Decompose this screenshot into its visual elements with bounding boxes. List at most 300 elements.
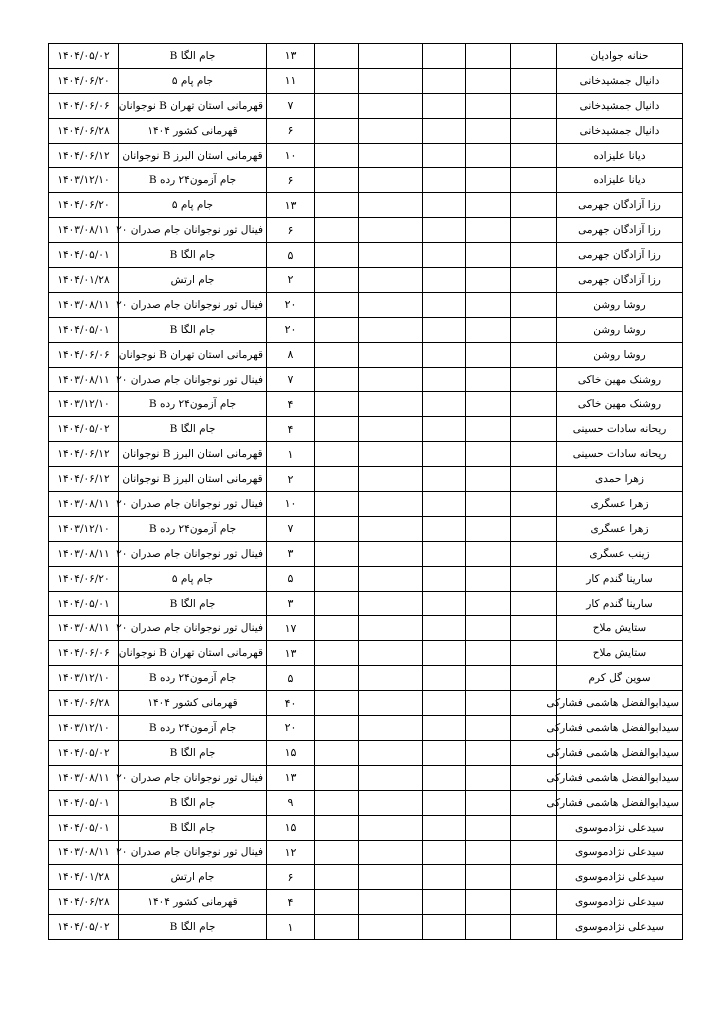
empty-cell [466, 566, 511, 591]
table-row [49, 666, 683, 691]
empty-cell [511, 516, 557, 541]
table-row [49, 44, 683, 69]
empty-cell [423, 317, 466, 342]
rank-cell: ۲ [267, 467, 315, 492]
event-cell: جام آزمون۲۴ رده B [119, 666, 267, 691]
rank-cell: ۸ [267, 342, 315, 367]
event-cell: جام پام ۵ [119, 68, 267, 93]
empty-cell [315, 691, 359, 716]
event-cell: قهرمانی کشور ۱۴۰۴ [119, 890, 267, 915]
empty-cell [315, 890, 359, 915]
event-cell: قهرمانی استان البرز B نوجوانان [119, 143, 267, 168]
date-cell: ۱۴۰۴/۰۵/۰۲ [49, 915, 119, 940]
empty-cell [315, 492, 359, 517]
empty-cell [315, 516, 359, 541]
rank-cell: ۹ [267, 790, 315, 815]
empty-cell [315, 740, 359, 765]
empty-cell [315, 143, 359, 168]
name-cell: روشنک مهین خاکی [557, 367, 683, 392]
empty-cell [423, 367, 466, 392]
empty-cell [423, 691, 466, 716]
empty-cell [315, 467, 359, 492]
empty-cell [359, 268, 423, 293]
empty-cell [466, 392, 511, 417]
event-cell: جام الگا B [119, 44, 267, 69]
empty-cell [511, 292, 557, 317]
event-cell: جام الگا B [119, 417, 267, 442]
empty-cell [423, 44, 466, 69]
empty-cell [466, 193, 511, 218]
name-cell: روشا روشن [557, 317, 683, 342]
event-cell: جام ارتش [119, 268, 267, 293]
empty-cell [466, 68, 511, 93]
empty-cell [315, 815, 359, 840]
empty-cell [359, 765, 423, 790]
name-cell: روشا روشن [557, 292, 683, 317]
empty-cell [315, 616, 359, 641]
empty-cell [511, 68, 557, 93]
empty-cell [359, 417, 423, 442]
empty-cell [466, 93, 511, 118]
empty-cell [423, 417, 466, 442]
empty-cell [315, 44, 359, 69]
rank-cell: ۱۲ [267, 840, 315, 865]
name-cell: سوین گل کرم [557, 666, 683, 691]
name-cell: ستایش ملاح [557, 616, 683, 641]
table-row [49, 516, 683, 541]
event-cell: جام آزمون۲۴ رده B [119, 516, 267, 541]
event-cell: جام پام ۵ [119, 566, 267, 591]
empty-cell [466, 417, 511, 442]
empty-cell [315, 243, 359, 268]
rank-cell: ۲۰ [267, 716, 315, 741]
table-row [49, 641, 683, 666]
rank-cell: ۵ [267, 666, 315, 691]
name-cell: سیدابوالفضل هاشمی فشارکی [557, 740, 683, 765]
table-row [49, 890, 683, 915]
empty-cell [423, 392, 466, 417]
rank-cell: ۱ [267, 442, 315, 467]
empty-cell [466, 516, 511, 541]
empty-cell [466, 790, 511, 815]
date-cell: ۱۴۰۳/۱۲/۱۰ [49, 716, 119, 741]
rank-cell: ۱۳ [267, 44, 315, 69]
empty-cell [315, 541, 359, 566]
table-row [49, 93, 683, 118]
empty-cell [511, 591, 557, 616]
name-cell: دیانا علیزاده [557, 168, 683, 193]
table-row [49, 915, 683, 940]
empty-cell [423, 765, 466, 790]
empty-cell [466, 716, 511, 741]
empty-cell [466, 143, 511, 168]
name-cell: حنانه جوادیان [557, 44, 683, 69]
empty-cell [315, 790, 359, 815]
empty-cell [423, 492, 466, 517]
empty-cell [423, 143, 466, 168]
table-row [49, 716, 683, 741]
empty-cell [466, 268, 511, 293]
empty-cell [315, 68, 359, 93]
empty-cell [359, 691, 423, 716]
table-row [49, 591, 683, 616]
event-cell: جام آزمون۲۴ رده B [119, 716, 267, 741]
empty-cell [359, 716, 423, 741]
empty-cell [466, 342, 511, 367]
empty-cell [511, 492, 557, 517]
event-cell: فینال تور نوجوانان جام صدران ۲۰ [119, 218, 267, 243]
empty-cell [511, 193, 557, 218]
date-cell: ۱۴۰۴/۰۶/۲۰ [49, 566, 119, 591]
rank-cell: ۴ [267, 392, 315, 417]
empty-cell [359, 218, 423, 243]
table-row [49, 218, 683, 243]
table-row [49, 292, 683, 317]
empty-cell [359, 143, 423, 168]
rank-cell: ۱۷ [267, 616, 315, 641]
table-row [49, 342, 683, 367]
empty-cell [511, 218, 557, 243]
name-cell: ریحانه سادات حسینی [557, 417, 683, 442]
name-cell: سارینا گندم کار [557, 591, 683, 616]
date-cell: ۱۴۰۴/۰۶/۰۶ [49, 93, 119, 118]
empty-cell [466, 840, 511, 865]
date-cell: ۱۴۰۳/۱۲/۱۰ [49, 392, 119, 417]
empty-cell [423, 342, 466, 367]
empty-cell [315, 93, 359, 118]
event-cell: جام الگا B [119, 740, 267, 765]
table-row [49, 865, 683, 890]
empty-cell [511, 566, 557, 591]
rank-cell: ۱۳ [267, 765, 315, 790]
empty-cell [359, 790, 423, 815]
table-row [49, 815, 683, 840]
rank-cell: ۱۵ [267, 815, 315, 840]
table-row [49, 193, 683, 218]
name-cell: سیدعلی نژادموسوی [557, 865, 683, 890]
name-cell: سیدعلی نژادموسوی [557, 915, 683, 940]
empty-cell [315, 168, 359, 193]
empty-cell [315, 716, 359, 741]
empty-cell [423, 716, 466, 741]
name-cell: زهرا حمدی [557, 467, 683, 492]
date-cell: ۱۴۰۴/۰۶/۲۸ [49, 890, 119, 915]
name-cell: رزا آزادگان جهرمی [557, 218, 683, 243]
rank-cell: ۷ [267, 367, 315, 392]
name-cell: دانیال جمشیدخانی [557, 68, 683, 93]
empty-cell [359, 666, 423, 691]
empty-cell [466, 915, 511, 940]
empty-cell [466, 691, 511, 716]
event-cell: فینال تور نوجوانان جام صدران ۲۰ [119, 840, 267, 865]
table-row [49, 840, 683, 865]
empty-cell [466, 118, 511, 143]
table-row [49, 392, 683, 417]
date-cell: ۱۴۰۴/۰۵/۰۲ [49, 740, 119, 765]
empty-cell [359, 566, 423, 591]
empty-cell [511, 815, 557, 840]
date-cell: ۱۴۰۴/۰۵/۰۱ [49, 790, 119, 815]
empty-cell [466, 218, 511, 243]
empty-cell [466, 492, 511, 517]
empty-cell [315, 840, 359, 865]
date-cell: ۱۴۰۴/۰۵/۰۱ [49, 317, 119, 342]
date-cell: ۱۴۰۳/۰۸/۱۱ [49, 840, 119, 865]
date-cell: ۱۴۰۳/۰۸/۱۱ [49, 292, 119, 317]
event-cell: فینال تور نوجوانان جام صدران ۲۰ [119, 765, 267, 790]
table-row [49, 417, 683, 442]
empty-cell [511, 840, 557, 865]
empty-cell [315, 367, 359, 392]
event-cell: جام الگا B [119, 790, 267, 815]
date-cell: ۱۴۰۴/۰۵/۰۱ [49, 591, 119, 616]
empty-cell [466, 243, 511, 268]
empty-cell [423, 915, 466, 940]
empty-cell [511, 915, 557, 940]
empty-cell [359, 243, 423, 268]
empty-cell [466, 740, 511, 765]
empty-cell [511, 268, 557, 293]
rank-cell: ۵ [267, 243, 315, 268]
empty-cell [423, 168, 466, 193]
empty-cell [511, 392, 557, 417]
name-cell: زهرا عسگری [557, 516, 683, 541]
empty-cell [359, 467, 423, 492]
empty-cell [423, 815, 466, 840]
empty-cell [511, 467, 557, 492]
event-cell: جام الگا B [119, 317, 267, 342]
empty-cell [359, 865, 423, 890]
empty-cell [511, 865, 557, 890]
event-cell: فینال تور نوجوانان جام صدران ۲۰ [119, 492, 267, 517]
name-cell: دانیال جمشیدخانی [557, 93, 683, 118]
event-cell: فینال تور نوجوانان جام صدران ۲۰ [119, 367, 267, 392]
table-row [49, 467, 683, 492]
date-cell: ۱۴۰۳/۰۸/۱۱ [49, 765, 119, 790]
name-cell: سیدابوالفضل هاشمی فشارکی [557, 790, 683, 815]
empty-cell [315, 765, 359, 790]
empty-cell [359, 93, 423, 118]
empty-cell [359, 392, 423, 417]
empty-cell [315, 641, 359, 666]
date-cell: ۱۴۰۳/۱۲/۱۰ [49, 168, 119, 193]
rank-cell: ۶ [267, 218, 315, 243]
date-cell: ۱۴۰۴/۰۶/۲۰ [49, 193, 119, 218]
table-row [49, 691, 683, 716]
name-cell: دانیال جمشیدخانی [557, 118, 683, 143]
date-cell: ۱۴۰۴/۰۱/۲۸ [49, 268, 119, 293]
empty-cell [466, 541, 511, 566]
empty-cell [315, 566, 359, 591]
date-cell: ۱۴۰۴/۰۶/۰۶ [49, 342, 119, 367]
empty-cell [359, 44, 423, 69]
table-row [49, 168, 683, 193]
name-cell: سیدابوالفضل هاشمی فشارکی [557, 716, 683, 741]
table-row [49, 740, 683, 765]
empty-cell [466, 292, 511, 317]
rank-cell: ۲ [267, 268, 315, 293]
event-cell: فینال تور نوجوانان جام صدران ۲۰ [119, 616, 267, 641]
empty-cell [359, 367, 423, 392]
empty-cell [423, 666, 466, 691]
rank-cell: ۶ [267, 168, 315, 193]
empty-cell [359, 641, 423, 666]
empty-cell [423, 243, 466, 268]
table-row [49, 317, 683, 342]
name-cell: روشنک مهین خاکی [557, 392, 683, 417]
empty-cell [315, 442, 359, 467]
table-row [49, 765, 683, 790]
empty-cell [466, 641, 511, 666]
name-cell: سیدعلی نژادموسوی [557, 840, 683, 865]
empty-cell [423, 541, 466, 566]
name-cell: سارینا گندم کار [557, 566, 683, 591]
rank-cell: ۴ [267, 417, 315, 442]
event-cell: جام الگا B [119, 815, 267, 840]
empty-cell [423, 93, 466, 118]
empty-cell [359, 168, 423, 193]
empty-cell [466, 890, 511, 915]
date-cell: ۱۴۰۴/۰۵/۰۲ [49, 417, 119, 442]
empty-cell [511, 890, 557, 915]
event-cell: فینال تور نوجوانان جام صدران ۲۰ [119, 541, 267, 566]
empty-cell [359, 890, 423, 915]
empty-cell [423, 118, 466, 143]
date-cell: ۱۴۰۴/۰۶/۲۸ [49, 691, 119, 716]
empty-cell [423, 865, 466, 890]
empty-cell [359, 342, 423, 367]
empty-cell [511, 118, 557, 143]
date-cell: ۱۴۰۴/۰۶/۲۰ [49, 68, 119, 93]
name-cell: روشا روشن [557, 342, 683, 367]
empty-cell [511, 666, 557, 691]
empty-cell [423, 790, 466, 815]
table-row [49, 616, 683, 641]
empty-cell [466, 616, 511, 641]
table-row [49, 268, 683, 293]
empty-cell [315, 392, 359, 417]
rank-cell: ۱۰ [267, 143, 315, 168]
empty-cell [466, 367, 511, 392]
empty-cell [511, 616, 557, 641]
empty-cell [359, 591, 423, 616]
name-cell: سیدعلی نژادموسوی [557, 890, 683, 915]
table-row [49, 790, 683, 815]
empty-cell [423, 442, 466, 467]
event-cell: جام پام ۵ [119, 193, 267, 218]
empty-cell [511, 93, 557, 118]
empty-cell [511, 541, 557, 566]
event-cell: قهرمانی استان البرز B نوجوانان [119, 442, 267, 467]
name-cell: زینب عسگری [557, 541, 683, 566]
rank-cell: ۷ [267, 516, 315, 541]
empty-cell [315, 218, 359, 243]
empty-cell [511, 317, 557, 342]
rank-cell: ۱ [267, 915, 315, 940]
empty-cell [423, 467, 466, 492]
table-row [49, 442, 683, 467]
date-cell: ۱۴۰۴/۰۱/۲۸ [49, 865, 119, 890]
rank-cell: ۴ [267, 890, 315, 915]
event-cell: جام ارتش [119, 865, 267, 890]
rank-cell: ۱۱ [267, 68, 315, 93]
date-cell: ۱۴۰۳/۰۸/۱۱ [49, 367, 119, 392]
date-cell: ۱۴۰۴/۰۵/۰۱ [49, 815, 119, 840]
empty-cell [423, 740, 466, 765]
date-cell: ۱۴۰۳/۰۸/۱۱ [49, 541, 119, 566]
empty-cell [423, 268, 466, 293]
empty-cell [359, 193, 423, 218]
date-cell: ۱۴۰۳/۰۸/۱۱ [49, 218, 119, 243]
empty-cell [511, 641, 557, 666]
empty-cell [466, 317, 511, 342]
empty-cell [359, 840, 423, 865]
date-cell: ۱۴۰۴/۰۶/۱۲ [49, 467, 119, 492]
event-cell: قهرمانی استان تهران B نوجوانان [119, 342, 267, 367]
rank-cell: ۱۵ [267, 740, 315, 765]
empty-cell [423, 591, 466, 616]
empty-cell [423, 840, 466, 865]
empty-cell [466, 815, 511, 840]
empty-cell [511, 417, 557, 442]
rank-cell: ۲۰ [267, 317, 315, 342]
name-cell: سیدابوالفضل هاشمی فشارکی [557, 691, 683, 716]
date-cell: ۱۴۰۴/۰۶/۲۸ [49, 118, 119, 143]
table-row [49, 68, 683, 93]
rank-cell: ۷ [267, 93, 315, 118]
empty-cell [359, 292, 423, 317]
event-cell: قهرمانی استان تهران B نوجوانان [119, 93, 267, 118]
empty-cell [423, 68, 466, 93]
event-cell: قهرمانی استان البرز B نوجوانان [119, 467, 267, 492]
name-cell: رزا آزادگان جهرمی [557, 268, 683, 293]
empty-cell [359, 616, 423, 641]
table-body [49, 44, 683, 940]
name-cell: رزا آزادگان جهرمی [557, 243, 683, 268]
empty-cell [423, 890, 466, 915]
name-cell: سیدابوالفضل هاشمی فشارکی [557, 765, 683, 790]
empty-cell [359, 541, 423, 566]
event-cell: جام الگا B [119, 243, 267, 268]
empty-cell [315, 193, 359, 218]
empty-cell [423, 218, 466, 243]
empty-cell [466, 765, 511, 790]
date-cell: ۱۴۰۴/۰۵/۰۲ [49, 44, 119, 69]
date-cell: ۱۴۰۳/۱۲/۱۰ [49, 516, 119, 541]
empty-cell [315, 268, 359, 293]
empty-cell [511, 44, 557, 69]
empty-cell [511, 168, 557, 193]
empty-cell [466, 467, 511, 492]
name-cell: ستایش ملاح [557, 641, 683, 666]
empty-cell [315, 417, 359, 442]
rank-cell: ۶ [267, 865, 315, 890]
event-cell: جام آزمون۲۴ رده B [119, 168, 267, 193]
name-cell: زهرا عسگری [557, 492, 683, 517]
name-cell: سیدعلی نژادموسوی [557, 815, 683, 840]
date-cell: ۱۴۰۴/۰۶/۱۲ [49, 143, 119, 168]
results-table [48, 43, 683, 940]
rank-cell: ۱۳ [267, 193, 315, 218]
date-cell: ۱۴۰۳/۱۲/۱۰ [49, 666, 119, 691]
empty-cell [315, 342, 359, 367]
event-cell: جام الگا B [119, 591, 267, 616]
empty-cell [315, 591, 359, 616]
table-row [49, 367, 683, 392]
table-row [49, 566, 683, 591]
empty-cell [511, 143, 557, 168]
name-cell: رزا آزادگان جهرمی [557, 193, 683, 218]
